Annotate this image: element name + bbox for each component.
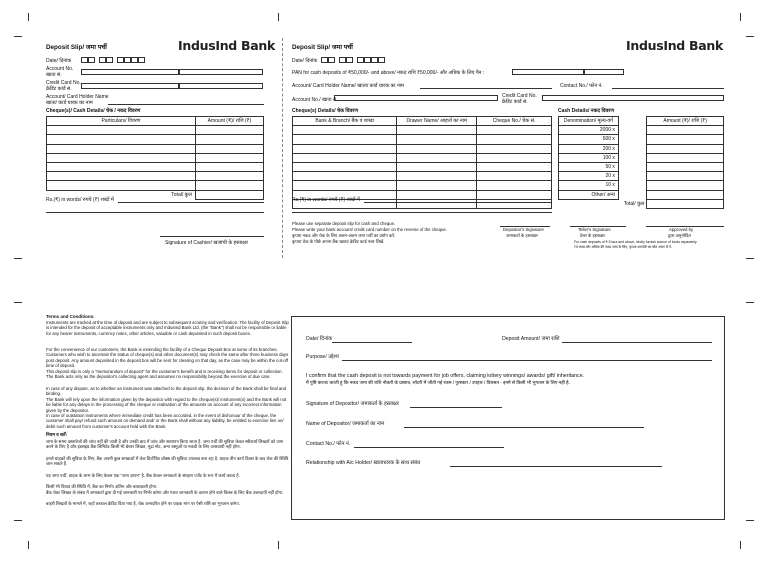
terms-item-hindi: हमारे ग्राहकों की सुविधा के लिए, बैंक अपनी कुछ शाखाओं में चेक डिपॉजिट बॉक्स की सुविधा उपलब्ध करा रहा है. ग्राहक तीन कार्य दिवस के बाद चेक की स्थिति जान सकते हैं. [46,456,289,467]
crop-mark [14,302,22,303]
depositor-signature-label-hindi: जमाकर्ता के हस्ताक्षर [506,233,538,238]
denomination-row[interactable]: 500 x [559,135,724,144]
crop-mark [14,258,22,259]
declaration-box [291,316,725,520]
table-row[interactable] [47,144,264,153]
terms-title: Terms and Conditions: [46,314,95,319]
denomination-row[interactable]: 20 x [559,172,724,181]
particulars-column-header: Particulars/ विवरण [47,117,196,126]
declaration-date-label: Date/ दिनांक [306,336,333,342]
crop-mark [28,13,29,21]
bank-logo-right: IndusInd Bank [626,38,723,53]
holder-name-label-hindi: खाता/ कार्ड धारक का नाम [46,100,93,106]
denomination-column: Denomination/ मूल्य-वर्ग [559,117,619,126]
holder-name-line-right[interactable] [420,88,552,89]
table-row[interactable] [47,135,264,144]
crop-mark [14,520,22,521]
relationship-line[interactable] [450,466,662,467]
table-row[interactable] [47,162,264,171]
total-label: Total/ कुल [47,190,196,199]
amount-in-words-label-right: Rs.(₹) in words/ रुपये (₹) शब्दों में [292,197,360,203]
amount-in-words-label: Rs.(₹) in words/ रुपये (₹) शब्दों में [46,197,114,203]
cash-details-header: Cash Details/ नकद विवरण [558,108,614,114]
denomination-row[interactable]: 2000 x [559,126,724,135]
account-no-label-right: Account No./ खाता सं. [292,97,338,103]
table-row[interactable] [293,135,552,144]
approved-by-label: Approved by [669,227,694,232]
approved-note: For cash deposits of ₹ 5 lacs and above, kindly furnish source of funds separately. [574,240,698,244]
approved-note-hindi: ₹5 लाख और अधिक की नकद जमा के लिए, कृपया धनराशि का स्रोत अलग से दें. [574,245,672,249]
cheque-cash-table [46,116,264,200]
details-header: Cheque(s)/ Cash Details/ चेक / नकद विवरण [46,108,141,114]
terms-item: In case of any dispute, as to whether an instrument was attached to the deposit slip, the decision of the Bank shall be final and binding. [46,386,287,397]
cash-total-label: Total/ कुल [623,200,645,207]
terms-item-hindi: बैंक चेक/ लिखत के संबंध में जमाकर्ता द्वारा दी गई जानकारी पर निर्भर करेगा और गलत जानकारी के कारण होने वाले विलंब के लिए बैंक उत्तरदायी नहीं होगा. [46,490,284,495]
declaration-date-line[interactable] [332,342,412,343]
crop-mark [278,13,279,21]
confirmation-text-hindi: मैं पुष्टि करता/ करती हूं कि नकद जमा की राशि नौकरी के प्रस्ताव, लॉटरी में जीती गई रकम / पुरस्कार / उपहार / विरासत - इनमें से किसी भी भुगतान के लिए नहीं है. [306,380,570,385]
table-row[interactable] [293,162,552,171]
denomination-row[interactable]: 10 x [559,181,724,190]
relationship-label: Relationship with A/c Holder/ खाताधारक के साथ संबंध [306,460,421,466]
cash-amount-column: Amount (₹)/ राशि (₹) [647,117,724,126]
amount-in-words-line[interactable] [118,202,264,203]
depositor-name-label: Name of Depositor/ जमाकर्ता का नाम [306,421,385,427]
depositor-signature-line-back[interactable] [410,407,502,408]
pan-boxes[interactable] [512,69,584,75]
denomination-row[interactable]: 50 x [559,162,724,171]
holder-name-label: Account/ Card Holder Name [46,94,109,100]
teller-signature-label-hindi: टेलर के हस्ताक्षर [580,233,605,238]
holder-name-label-right: Account/ Card Holder Name/ खाता/ कार्ड धारक का नाम [292,83,405,89]
deposit-slip-title: Deposit Slip/ जमा पर्ची [292,44,353,51]
credit-card-label-right: Credit Card No. [502,93,537,99]
terms-item-hindi: यह जमा पर्ची, ग्राहक के लाभ के लिए केवल एक "जमा ज्ञापन" है. बैंक केवल जमाकर्ता के संग्रहण एजेंट के रूप में कार्य करता है. [46,473,240,478]
terms-item: This deposit slip is only a "memorandum of deposit" for the customer's benefit and is receiving items for deposit or collection. The Bank acts only as the depositor's collecting agent and assumes no responsibility beyond the exercise of due care. [46,369,283,380]
teller-signature-label: Teller's Signature [578,227,611,232]
denomination-row[interactable]: Other/ अन्य [559,190,724,199]
cashier-signature-line [160,236,264,237]
slip-divider [282,38,283,258]
counterfoil-title: Deposit Slip/ जमा पर्ची [46,44,107,51]
deposit-amount-label: Deposit Amount/ जमा राशि [502,336,560,342]
bank-branch-column: Bank & Branch/ बैंक व शाखा [293,117,397,126]
crop-mark [740,13,741,21]
amount-in-words-line-right-2[interactable] [292,212,552,213]
terms-item: The Bank will rely upon the information given by the depositor with regard to the cheque(s)/ instrument(s) and the Bank will not be liable for any delays in the processing of the cheque or realisation of the amounts on account of any incorrect information given by the depositor. [46,397,287,413]
amount-in-words-line-right[interactable] [364,202,552,203]
declaration-contact-line[interactable] [354,447,504,448]
crop-mark [746,36,754,37]
depositor-signature-label: Depositor's Signature [503,227,544,232]
denomination-row[interactable]: 100 x [559,153,724,162]
credit-card-label-hindi: क्रेडिट कार्ड सं. [46,86,72,92]
pan-boxes-2[interactable] [584,69,624,75]
holder-name-line[interactable] [108,104,264,105]
note: Please write your bank account/ credit card number on the reverse of the cheque. [292,227,448,232]
depositor-signature-label-back: Signature of Depositor/ जमाकर्ता के हस्ताक्षर [306,401,399,407]
cash-total-row[interactable] [559,199,724,208]
note: Please use separate deposit slip for cash and cheque. [292,221,396,226]
terms-item: In case of outstation instruments where immediate credit has been accorded, in the event of dishonour of the cheque, the customer shall pay/ refund such amount on demand and/ or the Bank shall without any liability, be entitled to exercise lien on/ debit such amount from customer's account held with the Bank. [46,413,284,429]
cheque-no-column: Cheque No./ चेक सं. [477,117,552,126]
terms-item: For the convenience of our customers, the Bank is extending the facility of a Cheque Deposit Box at some of its branches. Customers who wish to ascertain the status of cheque(s) and other document(s) may check the same after three business days post deposit. Any amount deposited in the deposit box will be sent for clearing on that day, as the case may be within the cut-off time of deposit. [46,347,289,369]
table-row[interactable] [47,153,264,162]
terms-item-hindi: बाहरी लिखतों के मामले में, जहाँ तत्काल क्रेडिट दिया गया है, चेक अनादरित होने पर ग्राहक मांग पर ऐसी राशि का भुगतान करेगा. [46,501,240,506]
declaration-contact-label: Contact No./ फोन नं. [306,441,351,447]
purpose-label: Purpose/ उद्देश्य [306,354,339,360]
confirmation-text: I confirm that the cash deposit is not towards payment for job offers, claiming lottery winnings/ awards/ gift/ inheritance. [306,373,585,379]
terms-item-hindi: किसी भी विवाद की स्थिति में, बैंक का निर्णय अंतिम और बाध्यकारी होगा. [46,484,158,489]
credit-card-label: Credit Card No. [46,80,81,86]
crop-mark [746,258,754,259]
cheque-details-header: Cheque(s) Details/ चेक विवरण [292,108,358,114]
crop-mark [14,36,22,37]
crop-mark [278,541,279,549]
depositor-name-line[interactable] [404,427,644,428]
purpose-line[interactable] [342,360,712,361]
table-row[interactable] [47,181,264,190]
date-label-right: Date/ दिनांक [292,58,318,64]
denomination-row[interactable]: 200 x [559,144,724,153]
pan-label: PAN for cash deposits of ₹50,000/- and above/ नकद राशि ₹50,000/- और अधिक के लिए पैन : [292,70,485,76]
account-number-boxes-right[interactable] [334,95,498,101]
cheque-details-table [292,116,552,209]
terms-item-hindi: जमा के समय दस्तावेजों की जांच नहीं की जाती है और उनकी बाद में जांच और सत्यापन किया जाता है. जमा पर्ची की सुविधा केवल स्वीकार्य लिखतों को जमा करने के लिए है और इंडसइंड बैंक लिमिटेड किसी भी बेयरर लिखत, मुद्रा नोट, अन्य वस्तुओं या नकदी के लिए उत्तरदायी नहीं होगा. [46,439,284,450]
credit-card-label-right-hindi: क्रेडिट कार्ड सं. [502,99,528,105]
table-row[interactable] [293,181,552,190]
terms-item: Instruments are tracked at the time of deposit and are subject to subsequent scrutiny and verification. The facility of Deposit Slip is intended for the deposit of acceptable instruments only and IndusInd Bank Ltd. (the "Bank") shall not be responsible or liable for any bearer instruments, currency notes, other articles, valuable or cash deposited in such deposit boxes. [46,320,289,336]
account-no-label: Account No. [46,66,74,72]
table-row[interactable] [293,126,552,135]
crop-mark [740,541,741,549]
table-row[interactable] [47,126,264,135]
deposit-amount-line[interactable] [562,342,712,343]
bank-logo: IndusInd Bank [178,38,275,53]
account-no-label-hindi: खाता सं. [46,72,62,78]
cash-details-table [558,116,724,209]
approved-by-label-hindi: द्वारा अनुमोदित [668,233,691,238]
amount-column-header: Amount (₹)/ राशि (₹) [195,117,263,126]
date-label: Date/ दिनांक [46,58,72,64]
table-row[interactable] [293,144,552,153]
credit-card-boxes-right[interactable] [542,95,724,101]
crop-mark [28,541,29,549]
crop-mark [746,302,754,303]
table-row[interactable] [47,172,264,181]
terms-title-hindi: नियम व शर्तें: [46,432,68,437]
amount-in-words-line-2[interactable] [46,212,264,213]
contact-line[interactable] [612,88,724,89]
contact-label: Contact No./ फोन नं. [560,83,603,89]
table-row[interactable] [293,172,552,181]
drawer-name-column: Drawer Name/ आहर्ता का नाम [397,117,477,126]
note: कृपया चेक के पीछे अपना बैंक खाता/ क्रेडिट कार्ड नंबर लिखें. [292,239,385,244]
note: कृपया नकद और चेक के लिए अलग-अलग जमा पर्ची का प्रयोग करें. [292,233,396,238]
crop-mark [746,520,754,521]
table-row[interactable] [293,153,552,162]
cashier-signature-label: Signature of Cashier/ खजांची के हस्ताक्षर [165,240,248,246]
